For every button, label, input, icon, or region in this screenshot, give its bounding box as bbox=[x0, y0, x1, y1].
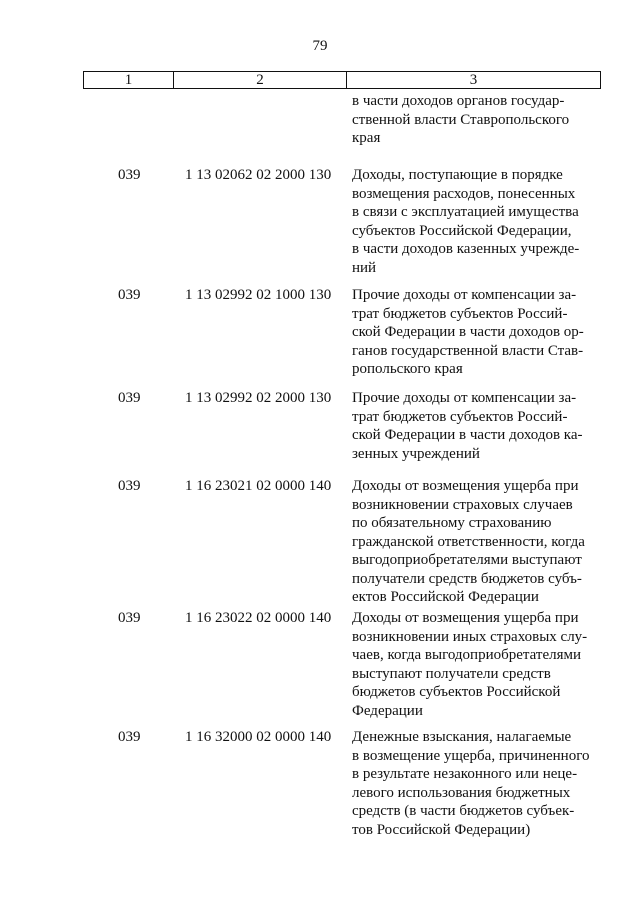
description-line: средств (в части бюджетов субъек- bbox=[352, 803, 575, 819]
description-line: Доходы от возмещения ущерба при bbox=[352, 610, 579, 626]
revenue-description bbox=[352, 609, 592, 720]
description-line: чаев, когда выгодоприобретателями bbox=[352, 647, 582, 663]
admin-code: 039 bbox=[118, 167, 141, 183]
description-line: ропольского края bbox=[352, 361, 463, 377]
description-line: Денежные взыскания, налагаемые bbox=[352, 729, 572, 745]
revenue-description bbox=[352, 166, 592, 277]
description-line: гражданской ответственности, когда bbox=[352, 533, 585, 550]
description-line: в результате незаконного или неце- bbox=[352, 766, 578, 782]
description-line: трат бюджетов субъектов Россий- bbox=[352, 305, 568, 322]
description-line: Прочие доходы от компенсации за- bbox=[352, 287, 577, 303]
revenue-description bbox=[352, 477, 592, 607]
header-col-2: 2 bbox=[174, 72, 347, 88]
description-line: выгодоприобретателями выступают bbox=[352, 552, 582, 568]
admin-code: 039 bbox=[118, 390, 141, 406]
budget-classification-code: 1 13 02992 02 1000 130 bbox=[185, 287, 332, 303]
description-line: возмещения расходов, понесенных bbox=[352, 185, 576, 202]
description-line: тов Российской Федерации) bbox=[352, 821, 531, 838]
description-line: возникновении иных страховых слу- bbox=[352, 628, 588, 645]
header-col-1: 1 bbox=[84, 72, 174, 88]
description-line: в связи с эксплуатацией имущества bbox=[352, 204, 579, 220]
revenue-description bbox=[352, 286, 592, 379]
table-header bbox=[83, 71, 601, 89]
continuation-line: ственной власти Ставропольского bbox=[352, 111, 570, 128]
description-line: бюджетов субъектов Российской bbox=[352, 684, 561, 700]
budget-classification-code: 1 13 02062 02 2000 130 bbox=[185, 167, 332, 183]
continuation-line: в части доходов органов государ- bbox=[352, 93, 565, 109]
description-line: ектов Российской Федерации bbox=[352, 589, 539, 605]
description-line: зенных учреждений bbox=[352, 445, 480, 462]
description-line: в возмещение ущерба, причиненного bbox=[352, 747, 590, 764]
budget-classification-code: 1 13 02992 02 2000 130 bbox=[185, 390, 332, 406]
continuation-line: края bbox=[352, 130, 381, 146]
header-col-3: 3 bbox=[469, 72, 478, 88]
description-line: в части доходов казенных учрежде- bbox=[352, 241, 580, 257]
description-line: ской Федерации в части доходов ор- bbox=[352, 324, 584, 340]
admin-code: 039 bbox=[118, 478, 141, 494]
budget-classification-code: 1 16 23022 02 0000 140 bbox=[185, 610, 332, 626]
budget-classification-code: 1 16 23021 02 0000 140 bbox=[185, 478, 332, 494]
continuation-description bbox=[352, 92, 592, 148]
description-line: Доходы от возмещения ущерба при bbox=[352, 478, 579, 494]
description-line: по обязательному страхованию bbox=[352, 515, 552, 531]
revenue-description bbox=[352, 389, 592, 463]
description-line: Прочие доходы от компенсации за- bbox=[352, 390, 577, 406]
description-line: получатели средств бюджетов субъ- bbox=[352, 570, 582, 587]
description-line: субъектов Российской Федерации, bbox=[352, 222, 572, 239]
admin-code: 039 bbox=[118, 287, 141, 303]
admin-code: 039 bbox=[118, 610, 141, 626]
description-line: выступают получатели средств bbox=[352, 665, 551, 682]
page-number: 79 bbox=[312, 38, 328, 54]
description-line: возникновении страховых случаев bbox=[352, 496, 573, 513]
description-line: ганов государственной власти Став- bbox=[352, 342, 584, 359]
description-line: трат бюджетов субъектов Россий- bbox=[352, 408, 568, 425]
budget-classification-code: 1 16 32000 02 0000 140 bbox=[185, 729, 332, 745]
admin-code: 039 bbox=[118, 729, 141, 745]
revenue-description bbox=[352, 728, 592, 839]
description-line: ний bbox=[352, 259, 377, 276]
description-line: Федерации bbox=[352, 702, 423, 719]
description-line: Доходы, поступающие в порядке bbox=[352, 167, 563, 183]
description-line: ской Федерации в части доходов ка- bbox=[352, 427, 583, 443]
description-line: левого использования бюджетных bbox=[352, 784, 571, 801]
